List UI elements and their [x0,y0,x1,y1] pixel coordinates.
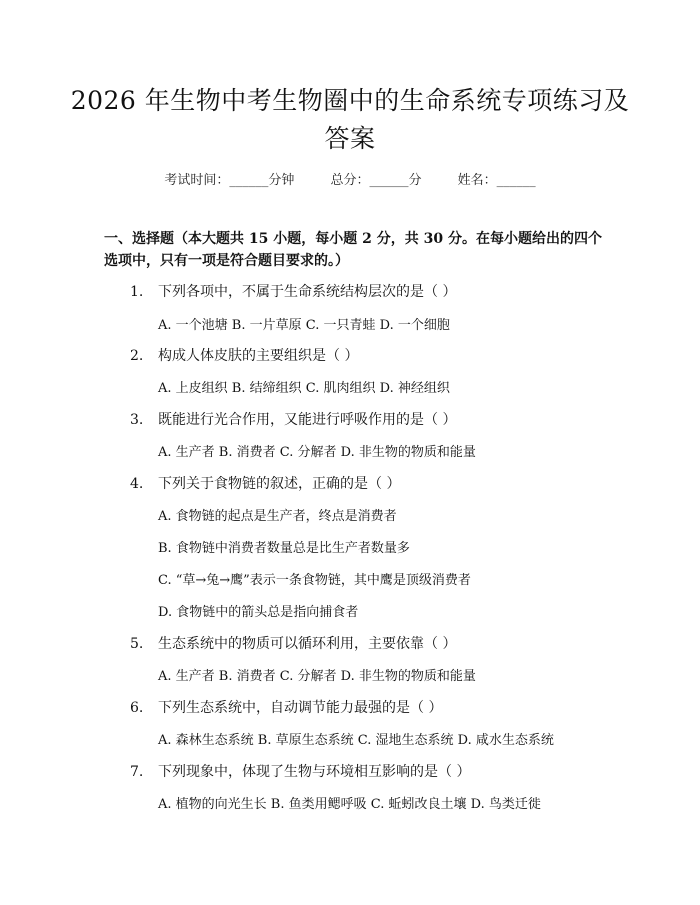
question-stem [130,345,358,365]
question-text: 下列关于食物链的叙述，正确的是（ ） [158,476,401,492]
question-text: 既能进行光合作用，又能进行呼吸作用的是（ ） [158,412,457,428]
question-options: A. 植物的向光生长 B. 鱼类用鳃呼吸 C. 蚯蚓改良土壤 D. 鸟类迁徙 [158,797,541,812]
question-text: 生态系统中的物质可以循环利用，主要依靠（ ） [158,636,457,652]
question-text: 下列生态系统中，自动调节能力最强的是（ ） [158,700,443,716]
exam-score-field: 总分：______分 [330,173,422,188]
section-heading: 一、选择题（本大题共 15 小题，每小题 2 分，共 30 分。在每小题给出的四个选项中，只有一项是符合题目要求的。） [104,231,602,269]
question-number: 7. [130,764,144,780]
question-stem [130,409,456,429]
exam-info [0,169,700,188]
question-number: 2. [130,348,144,364]
question-number: 1. [130,284,144,300]
question-options: A. 生产者 B. 消费者 C. 分解者 D. 非生物的物质和能量 [158,669,476,684]
question-stem [130,473,400,493]
question-option: A. 食物链的起点是生产者，终点是消费者 [158,509,397,524]
question-option: B. 食物链中消费者数量总是比生产者数量多 [158,541,410,556]
exam-name-field: 姓名：______ [457,173,536,188]
question-options: A. 森林生态系统 B. 草原生态系统 C. 湿地生态系统 D. 咸水生态系统 [158,733,554,748]
question-stem [130,281,456,301]
question-stem [130,697,442,717]
document-title: 2026 年生物中考生物圈中的生命系统专项练习及答案 [70,86,630,153]
question-text: 下列各项中，不属于生命系统结构层次的是（ ） [158,284,457,300]
question-text: 下列现象中，体现了生物与环境相互影响的是（ ） [158,764,471,780]
question-options: A. 一个池塘 B. 一片草原 C. 一只青蛙 D. 一个细胞 [158,318,450,333]
question-option: D. 食物链中的箭头总是指向捕食者 [158,605,359,620]
question-stem [130,761,470,781]
question-options: A. 生产者 B. 消费者 C. 分解者 D. 非生物的物质和能量 [158,445,476,460]
question-number: 4. [130,476,144,492]
exam-time-field: 考试时间：______分钟 [164,173,295,188]
question-options: A. 上皮组织 B. 结缔组织 C. 肌肉组织 D. 神经组织 [158,381,450,396]
question-number: 5. [130,636,144,652]
question-stem [130,633,456,653]
question-number: 3. [130,412,144,428]
question-number: 6. [130,700,144,716]
question-text: 构成人体皮肤的主要组织是（ ） [158,348,359,364]
question-option: C. “草→兔→鹰”表示一条食物链，其中鹰是顶级消费者 [158,573,471,588]
